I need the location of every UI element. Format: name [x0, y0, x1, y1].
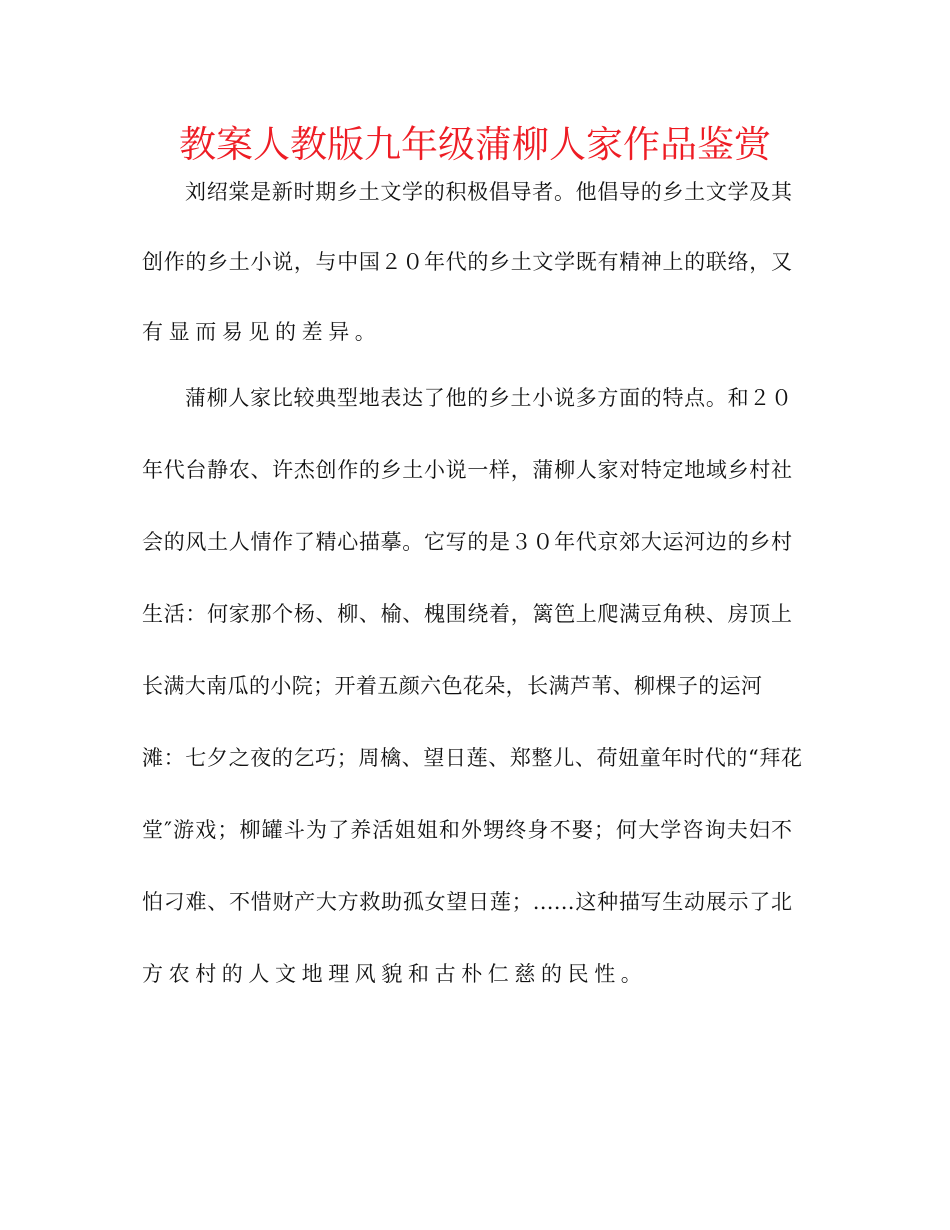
text-line: 刘绍棠是新时期乡土文学的积极倡导者。他倡导的乡土文学及其 [185, 180, 792, 204]
text-line: 有显而易见的差异。 [142, 320, 382, 344]
document-title: 教案人教版九年级蒲柳人家作品鉴赏 [179, 123, 771, 166]
text-line: 生活：何家那个杨、柳、榆、槐围绕着，篱笆上爬满豆角秧、房顶上 [142, 602, 792, 626]
text-line: 长满大南瓜的小院；开着五颜六色花朵，长满芦苇、柳棵子的运河 [142, 674, 762, 698]
text-line: 年代台静农、许杰创作的乡土小说一样，蒲柳人家对特定地域乡村社 [142, 458, 792, 482]
text-line: 滩：七夕之夜的乞巧；周檎、望日莲、郑整儿、荷妞童年时代的“拜花 [142, 746, 802, 770]
text-line: 蒲柳人家比较典型地表达了他的乡土小说多方面的特点。和２０ [185, 386, 792, 410]
text-line: 堂″游戏；柳罐斗为了养活姐姐和外甥终身不娶；何大学咨询夫妇不 [142, 818, 792, 842]
text-line: 怕刁难、不惜财产大方救助孤女望日莲；……这种描写生动展示了北 [142, 890, 792, 914]
text-line: 会的风土人情作了精心描摹。它写的是３０年代京郊大运河边的乡村 [142, 530, 792, 554]
text-line: 创作的乡土小说，与中国２０年代的乡土文学既有精神上的联络，又 [142, 250, 792, 274]
text-line: 方农村的人文地理风貌和古朴仁慈的民性。 [142, 962, 648, 986]
